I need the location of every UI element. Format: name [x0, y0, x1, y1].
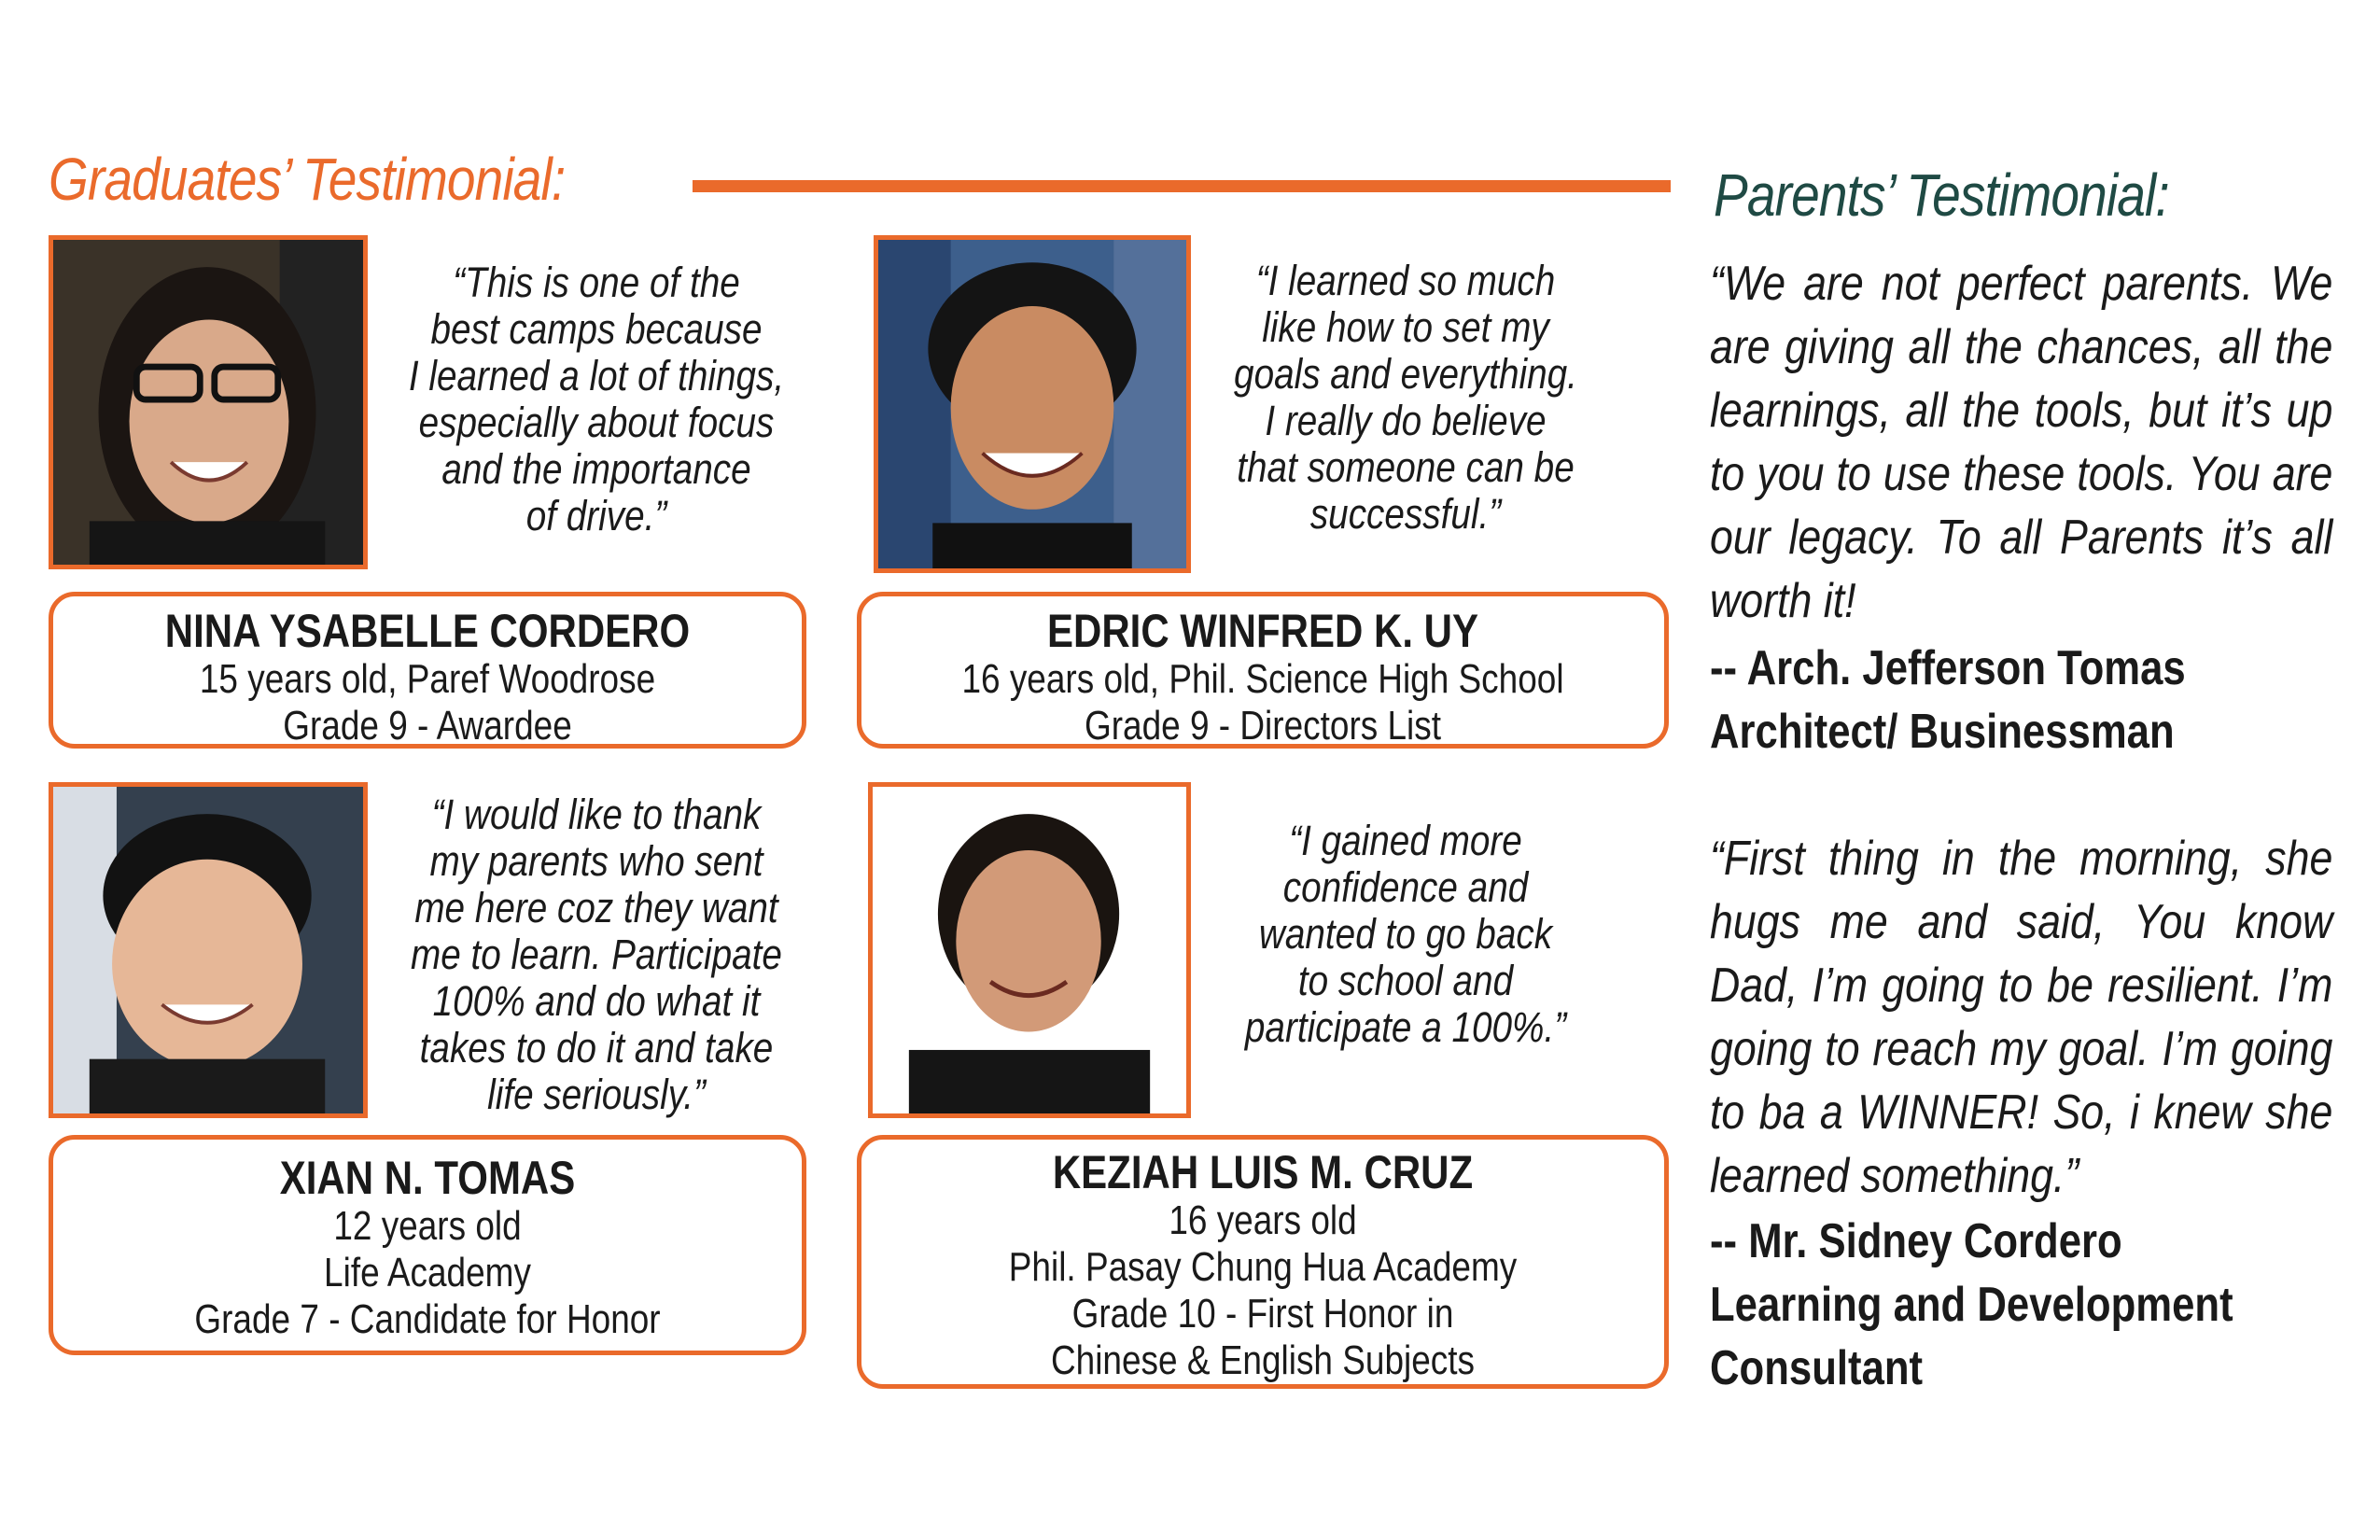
graduates-heading: Graduates’ Testimonial:	[49, 146, 566, 213]
graduate-photo-keziah	[868, 782, 1191, 1118]
graduate-name: EDRIC WINFRED K. UY	[1047, 605, 1478, 657]
graduate-detail: Chinese & English Subjects	[1050, 1337, 1476, 1383]
graduate-detail: Grade 10 - First Honor in	[1071, 1291, 1454, 1337]
graduate-photo-edric	[874, 235, 1191, 573]
graduate-name: KEZIAH LUIS M. CRUZ	[1052, 1146, 1474, 1198]
graduate-card-edric	[857, 592, 1669, 749]
graduate-detail: 12 years old	[333, 1203, 522, 1249]
parent-author-cordero: -- Mr. Sidney Cordero	[1710, 1214, 2122, 1268]
graduate-detail: Grade 9 - Directors List	[1084, 703, 1442, 749]
graduate-quote-nina: “This is one of the best camps because I learned a lot of things, especially about focus and the importance of drive.”	[408, 259, 785, 539]
graduate-detail: 16 years old	[1169, 1197, 1357, 1243]
graduate-detail: Grade 9 - Awardee	[283, 703, 572, 749]
graduate-quote-keziah: “I gained more confidence and wanted to go back to school and participate a 100%.”	[1244, 817, 1567, 1051]
graduate-quote-edric: “I learned so much like how to set my goals and everything. I really do believe that someone can be successful.”	[1234, 257, 1577, 538]
graduate-photo-xian	[49, 782, 368, 1118]
parent-quote-cordero: “First thing in the morning, she hugs me and said, You know Dad, I’m going to be resilient. I’m going to reach my goal. I’m going to ba a WINNER! So, i knew she learned something.”	[1710, 832, 2333, 1203]
graduate-detail: Grade 7 - Candidate for Honor	[194, 1296, 661, 1342]
parent-author-tomas: -- Arch. Jefferson Tomas	[1710, 641, 2186, 695]
parent-role-tomas: Architect/ Businessman	[1710, 705, 2175, 759]
graduate-name: XIAN N. TOMAS	[279, 1152, 576, 1204]
graduate-detail: Phil. Pasay Chung Hua Academy	[1008, 1244, 1518, 1290]
graduate-detail: Life Academy	[324, 1250, 531, 1295]
graduate-card-keziah	[857, 1135, 1669, 1389]
graduate-photo-nina	[49, 235, 368, 569]
parent-quote-tomas: “We are not perfect parents. We are giving all the chances, all the learnings, all the tools, but it’s up to you to use these tools. You are our legacy. To all Parents it’s all worth it!	[1710, 257, 2333, 628]
graduate-card-nina	[49, 592, 806, 749]
parent-role-cordero: Learning and Development Consultant	[1710, 1278, 2233, 1395]
graduate-detail: 15 years old, Paref Woodrose	[199, 656, 656, 702]
graduate-name: NINA YSABELLE CORDERO	[164, 605, 691, 657]
graduate-quote-xian: “I would like to thank my parents who sent me here coz they want me to learn. Participate 100% and do what it takes to do it and take life seriously.”	[411, 791, 782, 1118]
heading-divider	[693, 180, 1671, 192]
parents-heading: Parents’ Testimonial:	[1714, 161, 2169, 229]
graduate-detail: 16 years old, Phil. Science High School	[961, 656, 1564, 702]
graduate-card-xian	[49, 1135, 806, 1355]
